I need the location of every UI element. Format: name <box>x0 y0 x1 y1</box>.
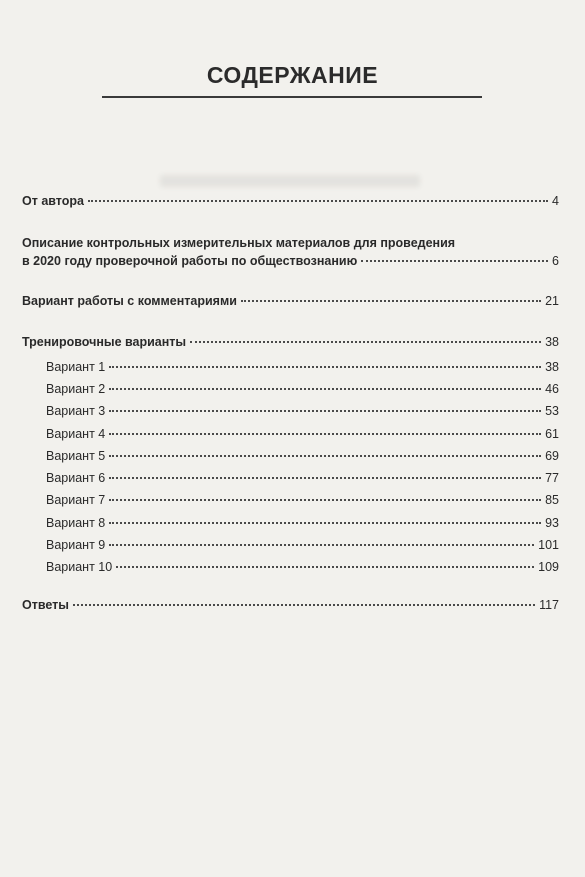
toc-entry-variant-4[interactable] <box>46 426 559 442</box>
toc-entry-label: Вариант 7 <box>46 493 106 507</box>
toc-entry-page: 117 <box>539 598 559 612</box>
toc-entry-page: 53 <box>545 404 559 418</box>
toc-entry-from-author[interactable] <box>22 193 559 209</box>
dot-leader <box>109 410 541 412</box>
toc-entry-commented-variant[interactable] <box>22 293 559 309</box>
toc-entry-label-line1: Описание контрольных измерительных материалов для проведения <box>22 236 456 250</box>
toc-entry-label: Вариант 5 <box>46 449 106 463</box>
toc-entry-label: Вариант 3 <box>46 404 106 418</box>
toc-entry-variant-8[interactable] <box>46 515 559 531</box>
toc-entry-label: Вариант 4 <box>46 427 106 441</box>
toc-entry-label: Вариант работы с комментариями <box>22 294 237 308</box>
dot-leader <box>109 433 541 435</box>
toc-entry-answers[interactable] <box>22 597 559 613</box>
toc-entry-page: 38 <box>545 360 559 374</box>
toc-entry-label: Вариант 10 <box>46 560 113 574</box>
dot-leader <box>73 604 535 606</box>
toc-entry-page: 61 <box>545 427 559 441</box>
dot-leader <box>109 366 541 368</box>
dot-leader <box>241 300 541 302</box>
toc-entry-label-line2: в 2020 году проверочной работы по обществознанию <box>22 254 358 268</box>
toc-entry-label: От автора <box>22 194 84 208</box>
toc-entry-page: 69 <box>545 449 559 463</box>
toc-entry-page: 101 <box>538 538 559 552</box>
toc-entry-page: 21 <box>545 294 559 308</box>
toc-entry-page: 4 <box>552 194 559 208</box>
dot-leader <box>116 566 534 568</box>
toc-entry-kim-description[interactable] <box>22 234 559 270</box>
bleed-through-shadow <box>160 175 420 187</box>
toc-entry-page: 77 <box>545 471 559 485</box>
toc-entry-page: 6 <box>552 254 559 268</box>
toc-entry-variant-1[interactable] <box>46 359 559 375</box>
toc-entry-label: Ответы <box>22 598 69 612</box>
toc-entry-variant-10[interactable] <box>46 559 559 575</box>
page-title: СОДЕРЖАНИЕ <box>206 62 379 88</box>
title-underline <box>102 96 482 98</box>
toc-entry-variant-3[interactable] <box>46 403 559 419</box>
toc-entry-label: Тренировочные варианты <box>22 335 187 349</box>
dot-leader <box>109 455 541 457</box>
toc-entry-label: Вариант 2 <box>46 382 106 396</box>
dot-leader <box>190 341 541 343</box>
dot-leader <box>109 522 541 524</box>
toc-entry-label: Вариант 9 <box>46 538 106 552</box>
toc-entry-page: 93 <box>545 516 559 530</box>
toc-entry-label: Вариант 6 <box>46 471 106 485</box>
toc-entry-variant-2[interactable] <box>46 381 559 397</box>
dot-leader <box>109 388 541 390</box>
toc-entry-variant-6[interactable] <box>46 470 559 486</box>
toc-entry-label: Вариант 1 <box>46 360 106 374</box>
dot-leader <box>361 260 548 262</box>
toc-entry-page: 85 <box>545 493 559 507</box>
toc-entry-page: 46 <box>545 382 559 396</box>
dot-leader <box>109 477 541 479</box>
toc-entry-training-variants[interactable] <box>22 334 559 350</box>
toc-entry-page: 38 <box>545 335 559 349</box>
toc-entry-variant-7[interactable] <box>46 492 559 508</box>
toc-entry-page: 109 <box>538 560 559 574</box>
dot-leader <box>88 200 548 202</box>
dot-leader <box>109 499 541 501</box>
dot-leader <box>109 544 534 546</box>
toc-entry-label: Вариант 8 <box>46 516 106 530</box>
toc-entry-variant-9[interactable] <box>46 537 559 553</box>
toc-entry-variant-5[interactable] <box>46 448 559 464</box>
